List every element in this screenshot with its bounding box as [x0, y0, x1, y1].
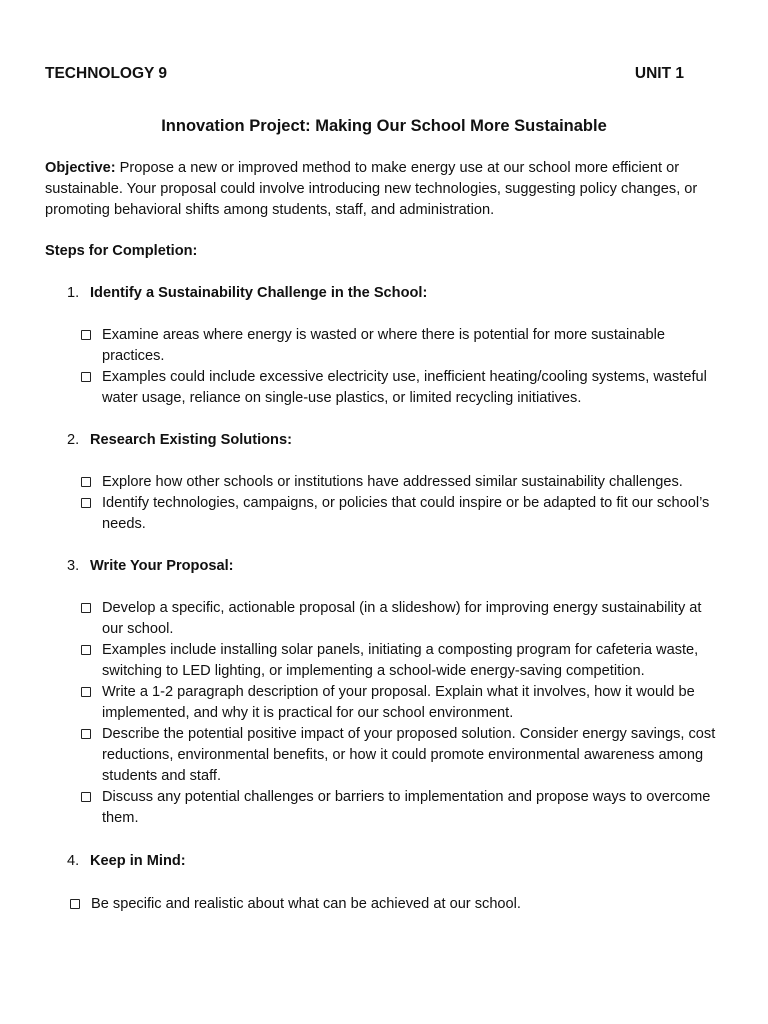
checkbox[interactable] — [81, 372, 91, 382]
step-title: Write Your Proposal: — [90, 558, 234, 574]
checklist-text: Develop a specific, actionable proposal (in a slideshow) for improving energy sustainability at our school. — [102, 600, 702, 637]
checklist-item — [81, 367, 726, 409]
step-3-checklist — [81, 598, 726, 829]
checkbox[interactable] — [81, 498, 91, 508]
checklist-item — [81, 472, 726, 493]
step-title: Identify a Sustainability Challenge in the School: — [90, 285, 428, 301]
objective-text: Propose a new or improved method to make energy use at our school more efficient or sustainable. Your proposal could involve introducing new technologies, suggesting policy changes, or promoting behavioral shifts among students, staff, and administration. — [45, 160, 698, 218]
checklist-text: Examples include installing solar panels, initiating a composting program for cafeteria waste, switching to LED lighting, or implementing a school-wide energy-saving competition. — [102, 642, 699, 679]
checklist-item — [70, 894, 715, 915]
page-title: Innovation Project: Making Our School More Sustainable — [161, 117, 607, 135]
checklist-item — [81, 682, 726, 724]
step-1-checklist — [81, 325, 726, 409]
step-4-checklist — [70, 894, 715, 915]
step-number: 1. — [67, 285, 80, 301]
unit-label: UNIT 1 — [634, 65, 684, 82]
checkbox[interactable] — [81, 603, 91, 613]
checkbox[interactable] — [81, 645, 91, 655]
checklist-item — [81, 325, 726, 367]
checkbox[interactable] — [81, 330, 91, 340]
step-4-heading — [67, 851, 186, 872]
step-number: 2. — [67, 432, 80, 448]
step-3-heading — [67, 556, 234, 577]
checkbox[interactable] — [81, 729, 91, 739]
checklist-text: Examine areas where energy is wasted or where there is potential for more sustainable practices. — [102, 327, 665, 364]
course-name: TECHNOLOGY 9 — [45, 65, 168, 82]
steps-heading: Steps for Completion: — [45, 243, 198, 259]
step-1-heading — [67, 283, 427, 304]
checkbox[interactable] — [81, 792, 91, 802]
checklist-item — [81, 493, 726, 535]
checklist-item — [81, 640, 726, 682]
page-header — [45, 63, 684, 84]
checklist-text: Explore how other schools or institutions have addressed similar sustainability challenges. — [102, 474, 683, 490]
checklist-item — [81, 724, 726, 787]
checklist-item — [81, 787, 726, 829]
checklist-text: Discuss any potential challenges or barriers to implementation and propose ways to overcome them. — [102, 789, 711, 826]
step-title: Research Existing Solutions: — [90, 432, 292, 448]
objective-label: Objective: — [45, 160, 116, 176]
checklist-text: Be specific and realistic about what can be achieved at our school. — [91, 896, 521, 912]
step-number: 4. — [67, 853, 80, 869]
checkbox[interactable] — [81, 687, 91, 697]
checkbox[interactable] — [81, 477, 91, 487]
checklist-text: Examples could include excessive electricity use, inefficient heating/cooling systems, wasteful water usage, reliance on single-use plastics, or limited recycling initiatives. — [102, 369, 707, 406]
step-2-checklist — [81, 472, 726, 535]
step-number: 3. — [67, 558, 80, 574]
checklist-text: Describe the potential positive impact of your proposed solution. Consider energy savings, cost reductions, environmental benefits, or how it could promote environmental awareness among students and staff. — [102, 726, 716, 784]
step-title: Keep in Mind: — [90, 853, 186, 869]
checklist-item — [81, 598, 726, 640]
checklist-text: Write a 1-2 paragraph description of your proposal. Explain what it involves, how it would be implemented, and why it is practical for our school environment. — [102, 684, 695, 721]
checkbox[interactable] — [70, 899, 80, 909]
step-2-heading — [67, 430, 292, 451]
objective-paragraph — [45, 158, 735, 221]
checklist-text: Identify technologies, campaigns, or policies that could inspire or be adapted to fit our school’s needs. — [102, 495, 710, 532]
